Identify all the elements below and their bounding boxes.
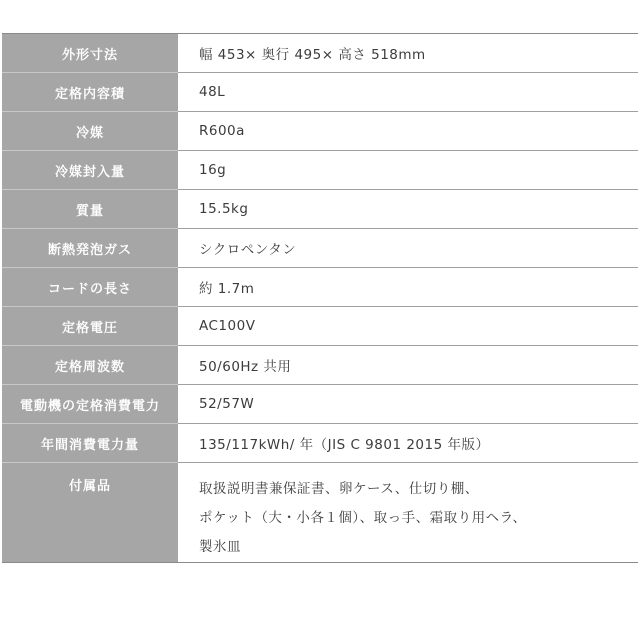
spec-row-accessories <box>2 463 638 563</box>
spec-row-rated-voltage <box>2 307 638 346</box>
spec-label: 冷媒 <box>2 112 178 151</box>
accessories-line: 取扱説明書兼保証書、卵ケース、仕切り棚、 <box>199 481 479 497</box>
spec-label: 付属品 <box>2 463 178 563</box>
spec-label: 質量 <box>2 190 178 229</box>
spec-value: 48L <box>178 73 638 112</box>
spec-row-motor-power <box>2 385 638 424</box>
accessories-line: 製氷皿 <box>199 539 241 555</box>
spec-label: 定格内容積 <box>2 73 178 112</box>
spec-row-annual-power <box>2 424 638 463</box>
spec-value: 52/57W <box>178 385 638 424</box>
spec-label: 年間消費電力量 <box>2 424 178 463</box>
spec-value: AC100V <box>178 307 638 346</box>
spec-value: シクロペンタン <box>178 229 638 268</box>
spec-row-cord-length <box>2 268 638 307</box>
spec-label: コードの長さ <box>2 268 178 307</box>
spec-table <box>2 33 638 563</box>
spec-row-rated-capacity <box>2 73 638 112</box>
spec-value: 幅 453× 奥行 495× 高さ 518mm <box>178 34 638 73</box>
spec-row-insulation-gas <box>2 229 638 268</box>
spec-value: 16g <box>178 151 638 190</box>
spec-value: 約 1.7m <box>178 268 638 307</box>
spec-label: 電動機の定格消費電力 <box>2 385 178 424</box>
spec-row-weight <box>2 190 638 229</box>
spec-row-refrigerant <box>2 112 638 151</box>
spec-row-refrigerant-amount <box>2 151 638 190</box>
spec-label: 外形寸法 <box>2 34 178 73</box>
spec-value: 135/117kWh/ 年（JIS C 9801 2015 年版） <box>178 424 638 463</box>
spec-label: 定格周波数 <box>2 346 178 385</box>
spec-value: 50/60Hz 共用 <box>178 346 638 385</box>
spec-value: 15.5kg <box>178 190 638 229</box>
spec-value: R600a <box>178 112 638 151</box>
spec-label: 定格電圧 <box>2 307 178 346</box>
accessories-line: ポケット（大・小各１個）、取っ手、霜取り用ヘラ、 <box>199 510 527 526</box>
spec-label: 断熱発泡ガス <box>2 229 178 268</box>
spec-row-dimensions <box>2 34 638 73</box>
spec-value <box>178 463 638 563</box>
spec-label: 冷媒封入量 <box>2 151 178 190</box>
spec-row-rated-frequency <box>2 346 638 385</box>
